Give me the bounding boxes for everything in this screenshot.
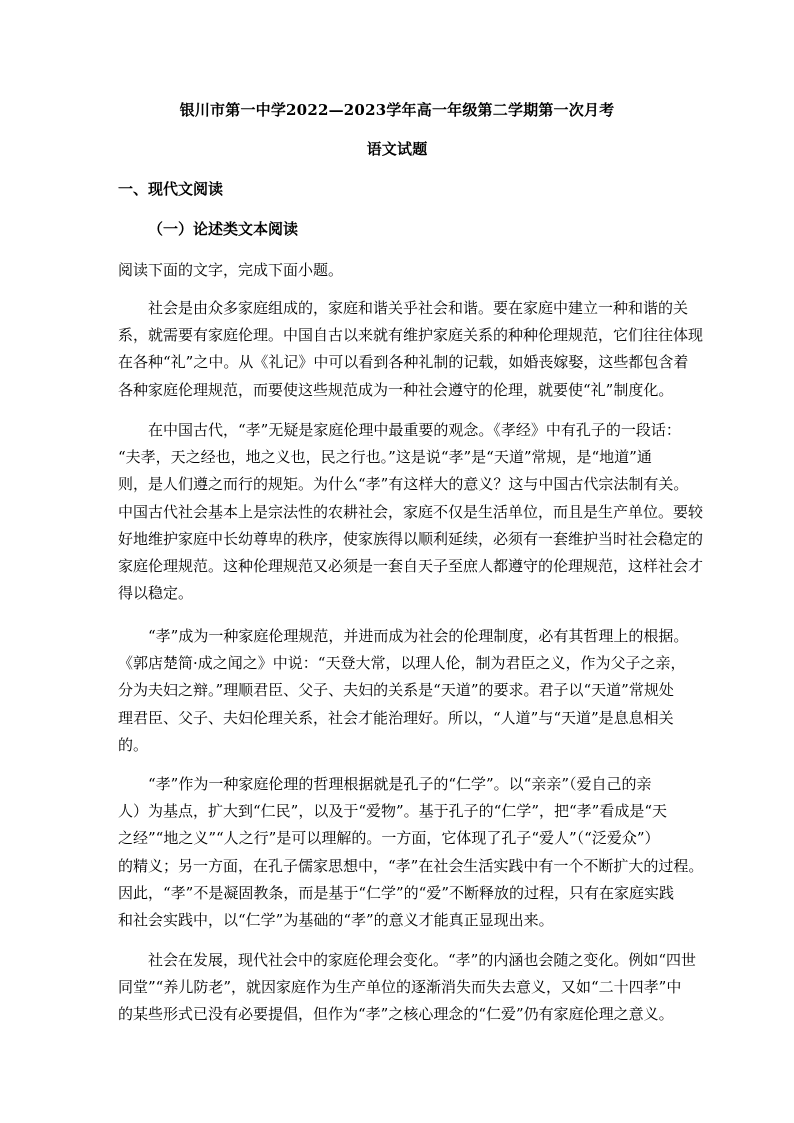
passage-line: 则，是人们遵之而行的规矩。为什么“孝”有这样大的意义？这与中国古代宗法制有关。: [118, 475, 689, 494]
passage-line: 的某些形式已没有必要提倡，但作为“孝”之核心理念的“仁爱”仍有家庭伦理之意义。: [118, 1005, 674, 1024]
passage-line: 中国古代社会基本上是宗法性的农耕社会，家庭不仅是生活单位，而且是生产单位。要较: [118, 502, 704, 521]
reading-instruction: 阅读下面的文字，完成下面小题。: [118, 261, 344, 279]
passage-paragraph-2: [118, 417, 704, 607]
passage-line: “孝”成为一种家庭伦理规范，并进而成为社会的伦理制度，必有其哲理上的根据。: [118, 627, 689, 645]
passage-line: 家庭伦理规范。这种伦理规范又必须是一套自天子至庶人都遵守的伦理规范，这样社会才: [118, 556, 704, 575]
passage-line: 在中国古代，“孝”无疑是家庭伦理中最重要的观念。《孝经》中有孔子的一段话：: [118, 421, 681, 439]
passage-line: 得以稳定。: [118, 584, 194, 603]
passage-line: “夫孝，天之经也，地之义也，民之行也。”这是说“孝”是“天道”常规，是“地道”通: [118, 448, 652, 467]
passage-line: 同堂”“养儿防老”，就因家庭作为生产单位的逐渐消失而失去意义，又如“二十四孝”中: [118, 978, 682, 997]
passage-line: 社会在发展，现代社会中的家庭伦理会变化。“孝”的内涵也会随之变化。例如“四世: [118, 951, 697, 969]
subsection-heading: （一）论述类文本阅读: [148, 220, 299, 238]
passage-paragraph-4: [118, 771, 704, 934]
passage-line: 之经”“地之义”“人之行”是可以理解的。一方面，它体现了孔子“爱人”（“泛爱众”）: [118, 829, 660, 848]
passage-line: 和社会实践中，以“仁学”为基础的“孝”的意义才能真正显现出来。: [118, 910, 554, 929]
passage-line: 系，就需要有家庭伦理。中国自古以来就有维护家庭关系的种种伦理规范，它们往往体现: [118, 326, 704, 345]
exam-title: 银川市第一中学2022—2023学年高一年级第二学期第一次月考: [179, 101, 615, 119]
passage-paragraph-5: [118, 947, 697, 1029]
passage-line: 分为夫妇之辩。”理顺君臣、父子、夫妇的关系是“天道”的要求。君子以“天道”常规处: [118, 681, 674, 700]
passage-paragraph-1: [118, 295, 704, 404]
section-heading: 一、现代文阅读: [118, 180, 224, 198]
passage-line: 《郭店楚简·成之闻之》中说：“天登大常，以理人伦，制为君臣之义，作为父子之亲，: [118, 654, 686, 673]
subject-title: 语文试题: [366, 140, 428, 158]
passage-line: 好地维护家庭中长幼尊卑的秩序，使家族得以顺利延续，必须有一套维护当时社会稳定的: [118, 529, 704, 548]
passage-line: 的。: [118, 735, 149, 754]
passage-line: 的精义；另一方面，在孔子儒家思想中，“孝”在社会生活实践中有一个不断扩大的过程。: [118, 856, 704, 875]
passage-line: 因此，“孝”不是凝固教条，而是基于“仁学”的“爱”不断释放的过程，只有在家庭实践: [118, 883, 675, 902]
passage-line: “孝”作为一种家庭伦理的哲理根据就是孔子的“仁学”。以“亲亲”（爱自己的亲: [118, 775, 652, 793]
passage-line: 在各种“礼”之中。从《礼记》中可以看到各种礼制的记载，如婚丧嫁娶，这些都包含着: [118, 353, 689, 372]
passage-line: 社会是由众多家庭组成的，家庭和谐关乎社会和谐。要在家庭中建立一种和谐的关: [118, 299, 689, 317]
passage-line: 理君臣、父子、夫妇伦理关系，社会才能治理好。所以，“人道”与“天道”是息息相关: [118, 708, 674, 727]
passage-line: 人）为基点，扩大到“仁民”，以及于“爱物”。基于孔子的“仁学”，把“孝”看成是“天: [118, 802, 668, 821]
passage-line: 各种家庭伦理规范，而要使这些规范成为一种社会遵守的伦理，就要使“礼”制度化。: [118, 380, 674, 399]
passage-paragraph-3: [118, 623, 689, 759]
